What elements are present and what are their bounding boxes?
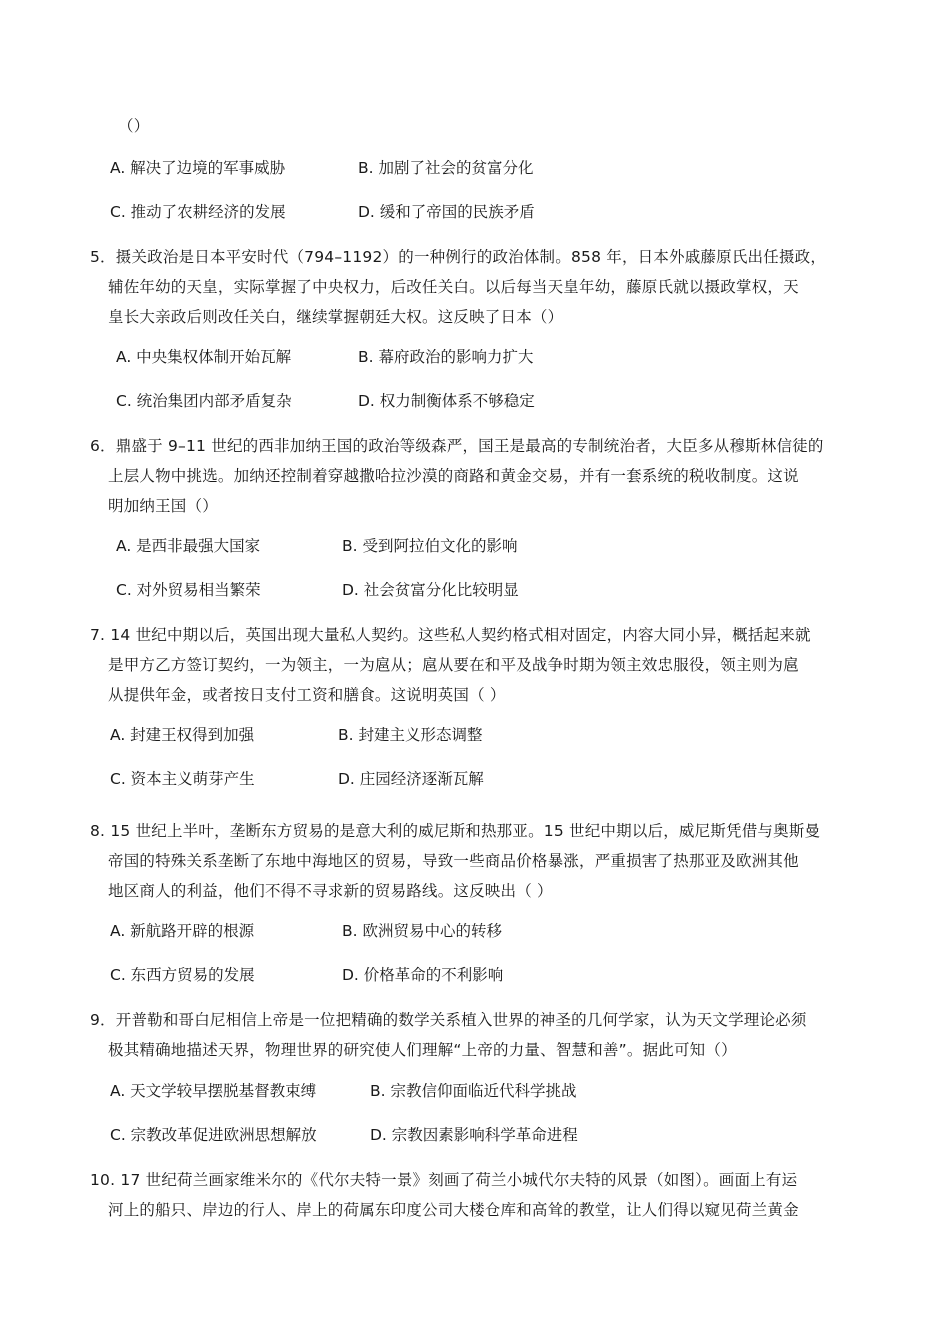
q6-option-a[interactable]: A. 是西非最强大国家 <box>116 537 261 555</box>
q7-option-b[interactable]: B. 封建主义形态调整 <box>338 726 483 744</box>
q8-option-d[interactable]: D. 价格革命的不利影响 <box>342 966 504 984</box>
q5-line-2: 辅佐年幼的天皇，实际掌握了中央权力，后改任关白。以后每当天皇年幼，藤原氏就以摄政掌权，天 <box>108 278 799 296</box>
q8-line-1: 8. 15 世纪上半叶，垄断东方贸易的是意大利的威尼斯和热那亚。15 世纪中期以后，威尼斯凭借与奥斯曼 <box>90 822 821 840</box>
q10-line-1: 10. 17 世纪荷兰画家维米尔的《代尔夫特一景》刻画了荷兰小城代尔夫特的风景（如图）。画面上有运 <box>90 1171 798 1189</box>
q7-option-a[interactable]: A. 封建王权得到加强 <box>110 726 255 744</box>
q9-option-c[interactable]: C. 宗教改革促进欧洲思想解放 <box>110 1126 317 1144</box>
q10-line-2: 河上的船只、岸边的行人、岸上的荷属东印度公司大楼仓库和高耸的教堂，让人们得以窥见荷兰黄金 <box>108 1201 799 1219</box>
q7-line-2: 是甲方乙方签订契约，一为领主，一为扈从；扈从要在和平及战争时期为领主效忠服役，领主则为扈 <box>108 656 799 674</box>
q9-option-a[interactable]: A. 天文学较早摆脱基督教束缚 <box>110 1082 317 1100</box>
q5-option-d[interactable]: D. 权力制衡体系不够稳定 <box>358 392 535 410</box>
q6-line-3: 明加纳王国（） <box>108 497 218 515</box>
q7-option-c[interactable]: C. 资本主义萌芽产生 <box>110 770 255 788</box>
q6-option-b[interactable]: B. 受到阿拉伯文化的影响 <box>342 537 518 555</box>
q7-line-1: 7. 14 世纪中期以后，英国出现大量私人契约。这些私人契约格式相对固定，内容大同小异，概括起来就 <box>90 626 811 644</box>
q7-line-3: 从提供年金，或者按日支付工资和膳食。这说明英国（ ） <box>108 686 506 704</box>
q5-option-a[interactable]: A. 中央集权体制开始瓦解 <box>116 348 292 366</box>
q9-option-b[interactable]: B. 宗教信仰面临近代科学挑战 <box>370 1082 577 1100</box>
q8-line-2: 帝国的特殊关系垄断了东地中海地区的贸易，导致一些商品价格暴涨，严重损害了热那亚及欧洲其他 <box>108 852 799 870</box>
q6-line-1: 6．鼎盛于 9–11 世纪的西非加纳王国的政治等级森严，国王是最高的专制统治者，大臣多从穆斯林信徒的 <box>90 437 824 455</box>
q4-option-a[interactable]: A. 解决了边境的军事威胁 <box>110 159 286 177</box>
q9-line-1: 9．开普勒和哥白尼相信上帝是一位把精确的数学关系植入世界的神圣的几何学家，认为天文学理论必须 <box>90 1011 807 1029</box>
q6-option-c[interactable]: C. 对外贸易相当繁荣 <box>116 581 261 599</box>
q5-line-1: 5．摄关政治是日本平安时代（794–1192）的一种例行的政治体制。858 年，日本外戚藤原氏出任摄政， <box>90 248 827 266</box>
q8-option-c[interactable]: C. 东西方贸易的发展 <box>110 966 255 984</box>
q9-line-2: 极其精确地描述天界，物理世界的研究使人们理解“上帝的力量、智慧和善”。据此可知（） <box>108 1041 737 1059</box>
q4-option-b[interactable]: B. 加剧了社会的贫富分化 <box>358 159 534 177</box>
q5-option-c[interactable]: C. 统治集团内部矛盾复杂 <box>116 392 292 410</box>
q5-line-3: 皇长大亲政后则改任关白，继续掌握朝廷大权。这反映了日本（） <box>108 308 564 326</box>
q8-option-b[interactable]: B. 欧洲贸易中心的转移 <box>342 922 502 940</box>
q4-tail: （） <box>118 117 150 135</box>
q5-option-b[interactable]: B. 幕府政治的影响力扩大 <box>358 348 534 366</box>
q4-option-d[interactable]: D. 缓和了帝国的民族矛盾 <box>358 203 535 221</box>
q4-option-c[interactable]: C. 推动了农耕经济的发展 <box>110 203 286 221</box>
q6-line-2: 上层人物中挑选。加纳还控制着穿越撒哈拉沙漠的商路和黄金交易，并有一套系统的税收制度。这说 <box>108 467 799 485</box>
q7-option-d[interactable]: D. 庄园经济逐渐瓦解 <box>338 770 484 788</box>
q8-option-a[interactable]: A. 新航路开辟的根源 <box>110 922 255 940</box>
q9-option-d[interactable]: D. 宗教因素影响科学革命进程 <box>370 1126 578 1144</box>
q6-option-d[interactable]: D. 社会贫富分化比较明显 <box>342 581 519 599</box>
q8-line-3: 地区商人的利益，他们不得不寻求新的贸易路线。这反映出（ ） <box>108 882 553 900</box>
